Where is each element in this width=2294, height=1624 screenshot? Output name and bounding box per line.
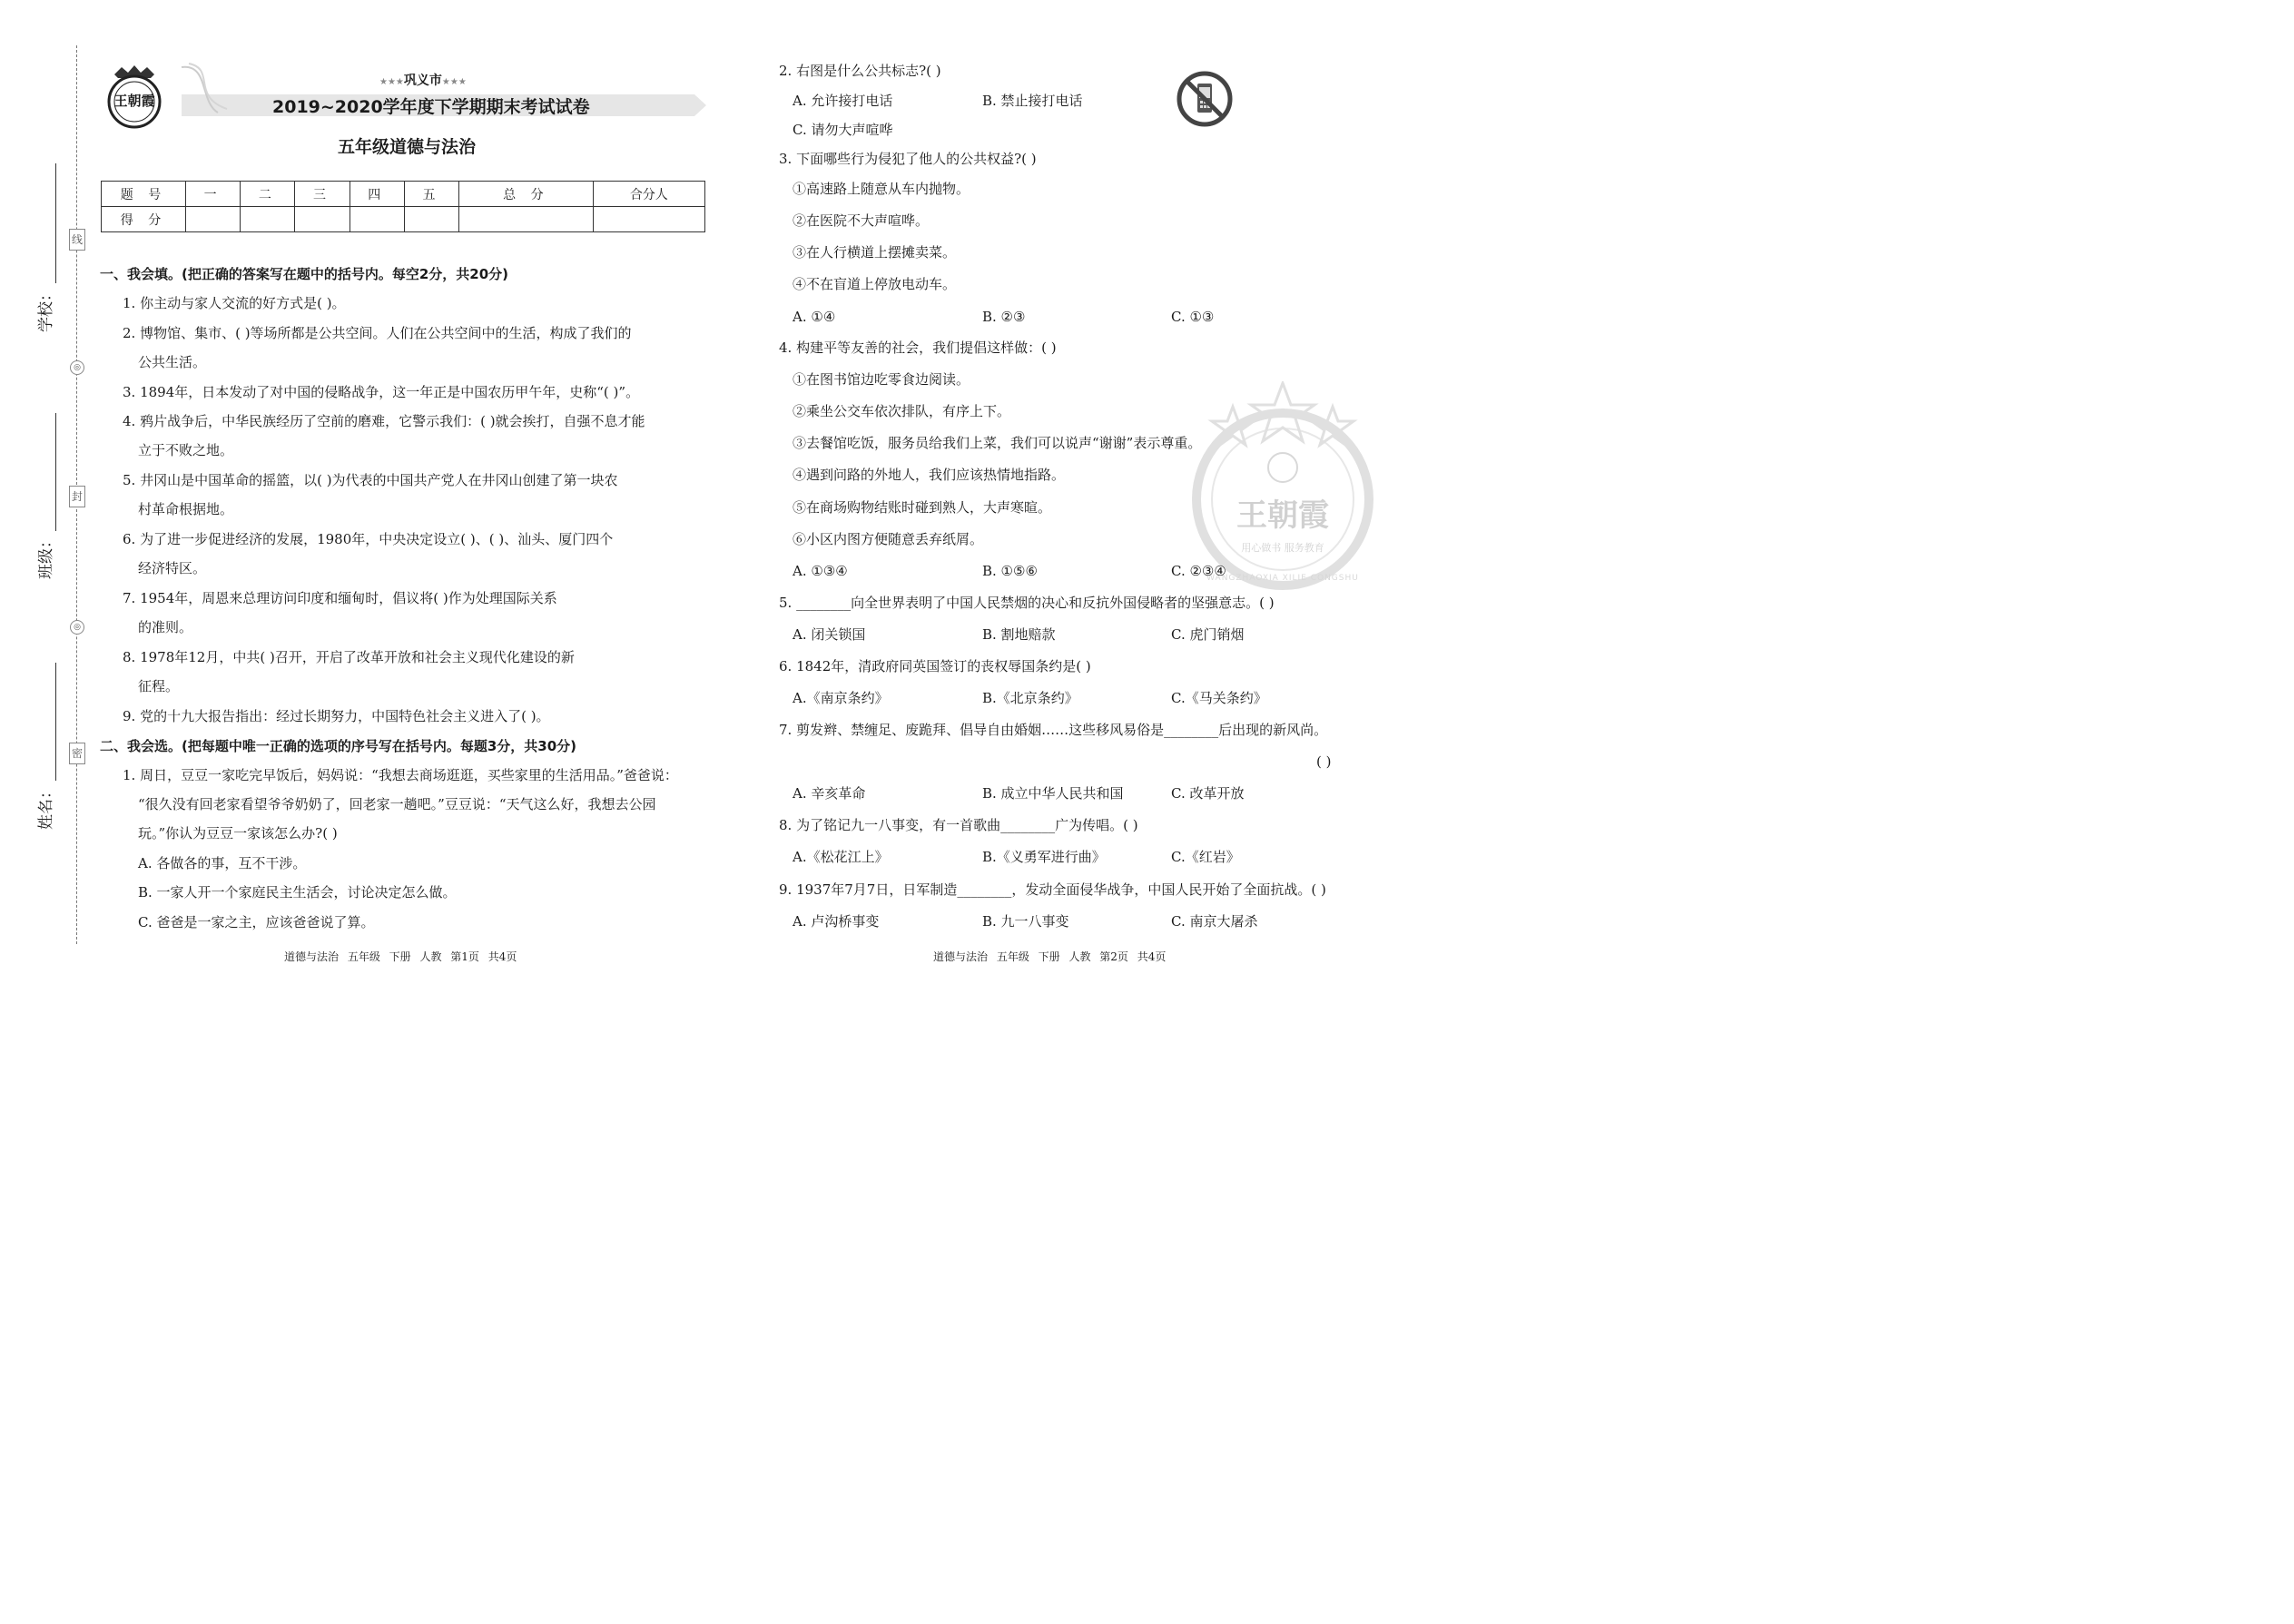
footer-left: 道德与法治 五年级 下册 人教 第1页 共4页 xyxy=(284,950,517,963)
q6-option-a: A.《南京条约》 xyxy=(793,690,889,706)
q4-item: ①在图书馆边吃零食边阅读。 xyxy=(793,371,970,388)
fill-question-5: 5. 井冈山是中国革命的摇篮，以( )为代表的中国共产党人在井冈山创建了第一块农 xyxy=(123,472,618,488)
choice-question-8: 8. 为了铭记九一八事变，有一首歌曲________广为传唱。( ) xyxy=(779,817,1138,833)
fill-question-7: 7. 1954年，周恩来总理访问印度和缅甸时，倡议将( )作为处理国际关系 xyxy=(123,590,557,606)
watermark-ring-text: WANGZHAOXIA XILIE CONGSHU xyxy=(1206,574,1359,583)
q8-option-a: A.《松花江上》 xyxy=(793,849,889,865)
choice-option-c: C. 爸爸是一家之主，应该爸爸说了算。 xyxy=(138,914,375,930)
name-label: 姓名： xyxy=(37,783,55,830)
q3-item: ②在医院不大声喧哗。 xyxy=(793,212,930,229)
subject-title: 五年级道德与法治 xyxy=(338,137,477,157)
bind-mark-feng: 封 xyxy=(69,486,85,507)
choice-question-1-cont: “很久没有回老家看望爷爷奶奶了，回老家一趟吧。”豆豆说：“天气这么好，我想去公园 xyxy=(138,796,656,812)
q7-option-c: C. 改革开放 xyxy=(1171,785,1245,802)
choice-question-6: 6. 1842年，清政府同英国签订的丧权辱国条约是( ) xyxy=(779,658,1091,674)
q3-item: ①高速路上随意从车内抛物。 xyxy=(793,181,970,197)
q2-option-b: B. 禁止接打电话 xyxy=(982,93,1083,109)
star-icon: ★★★ xyxy=(441,77,467,87)
bind-mark-mi: 密 xyxy=(69,743,85,764)
score-header-cell: 合分人 xyxy=(593,182,704,207)
score-row-label: 得 分 xyxy=(102,207,186,232)
q3-option-a: A. ①④ xyxy=(793,309,836,325)
class-label: 班级： xyxy=(37,533,55,579)
fill-question-5-cont: 村革命根据地。 xyxy=(138,501,234,517)
watermark-slogan: 用心做书 服务教育 xyxy=(1241,542,1324,554)
fill-question-6-cont: 经济特区。 xyxy=(138,560,207,576)
binding-hole-icon: ◎ xyxy=(70,620,84,635)
q4-item: ②乘坐公交车依次排队，有序上下。 xyxy=(793,403,1011,419)
q6-option-b: B.《北京条约》 xyxy=(982,690,1078,706)
q4-item: ④遇到问路的外地人，我们应该热情地指路。 xyxy=(793,467,1066,483)
footer-right: 道德与法治 五年级 下册 人教 第2页 共4页 xyxy=(933,950,1167,963)
publisher-logo xyxy=(102,64,167,129)
school-fill-line[interactable] xyxy=(55,163,56,283)
choice-question-5: 5. ________向全世界表明了中国人民禁烟的决心和反抗外国侵略者的坚强意志。( ) xyxy=(779,595,1275,611)
fill-question-7-cont: 的准则。 xyxy=(138,619,193,635)
score-cell[interactable] xyxy=(350,207,404,232)
q4-option-a: A. ①③④ xyxy=(793,563,848,579)
exam-title: 2019~2020学年度下学期期末考试试卷 xyxy=(272,97,590,117)
fill-question-4-cont: 立于不败之地。 xyxy=(138,442,234,458)
score-table-score-row xyxy=(102,207,705,232)
q4-item: ⑤在商场购物结账时碰到熟人，大声寒暄。 xyxy=(793,499,1052,516)
q7-answer-paren[interactable]: ( ) xyxy=(1316,753,1332,770)
score-cell[interactable] xyxy=(186,207,241,232)
choice-question-1: 1. 周日，豆豆一家吃完早饭后，妈妈说：“我想去商场逛逛，买些家里的生活用品。”爸爸说： xyxy=(123,767,678,783)
q5-option-a: A. 闭关锁国 xyxy=(793,626,866,643)
no-phone-sign-icon xyxy=(1177,71,1233,127)
q7-option-a: A. 辛亥革命 xyxy=(793,785,866,802)
q9-option-a: A. 卢沟桥事变 xyxy=(793,913,880,930)
fill-question-6: 6. 为了进一步促进经济的发展，1980年，中央决定设立( )、( )、汕头、厦门四个 xyxy=(123,531,614,547)
bind-mark-xian: 线 xyxy=(69,229,85,251)
score-table xyxy=(101,181,705,232)
score-header-cell: 题 号 xyxy=(102,182,186,207)
q3-item: ④不在盲道上停放电动车。 xyxy=(793,276,957,292)
score-header-cell: 总 分 xyxy=(459,182,594,207)
score-header-cell: 五 xyxy=(404,182,458,207)
choice-question-3: 3. 下面哪些行为侵犯了他人的公共权益?( ) xyxy=(779,151,1037,167)
school-label: 学校： xyxy=(37,286,55,332)
fill-question-3: 3. 1894年，日本发动了对中国的侵略战争，这一年正是中国农历甲午年，史称“( )”。 xyxy=(123,384,640,400)
logo-text: 王朝霞 xyxy=(113,93,155,109)
q8-option-c: C.《红岩》 xyxy=(1171,849,1240,865)
score-header-cell: 三 xyxy=(295,182,350,207)
q8-option-b: B.《义勇军进行曲》 xyxy=(982,849,1106,865)
q4-item: ⑥小区内图方便随意丢弃纸屑。 xyxy=(793,531,984,547)
fill-question-1: 1. 你主动与家人交流的好方式是( )。 xyxy=(123,295,346,311)
choice-question-4: 4. 构建平等友善的社会，我们提倡这样做：( ) xyxy=(779,340,1057,356)
fill-question-8-cont: 征程。 xyxy=(138,678,180,694)
star-icon: ★★★ xyxy=(379,77,404,87)
q3-option-b: B. ②③ xyxy=(982,309,1026,325)
q3-item: ③在人行横道上摆摊卖菜。 xyxy=(793,244,957,261)
q5-option-b: B. 割地赔款 xyxy=(982,626,1056,643)
score-header-cell: 一 xyxy=(186,182,241,207)
score-cell[interactable] xyxy=(241,207,295,232)
q9-option-c: C. 南京大屠杀 xyxy=(1171,913,1258,930)
score-cell[interactable] xyxy=(404,207,458,232)
q6-option-c: C.《马关条约》 xyxy=(1171,690,1267,706)
fill-question-8: 8. 1978年12月，中共( )召开，开启了改革开放和社会主义现代化建设的新 xyxy=(123,649,575,665)
binding-hole-icon: ◎ xyxy=(70,360,84,375)
score-cell[interactable] xyxy=(593,207,704,232)
class-fill-line[interactable] xyxy=(55,413,56,531)
watermark-name: 王朝霞 xyxy=(1236,497,1329,534)
q3-option-c: C. ①③ xyxy=(1171,309,1215,325)
fill-question-2: 2. 博物馆、集市、( )等场所都是公共空间。人们在公共空间中的生活，构成了我们的 xyxy=(123,325,632,341)
score-cell[interactable] xyxy=(459,207,594,232)
choice-question-7: 7. 剪发辫、禁缠足、废跪拜、倡导自由婚姻……这些移风易俗是________后出现的新风尚。 xyxy=(779,722,1328,738)
q4-option-b: B. ①⑤⑥ xyxy=(982,563,1038,579)
fill-question-4: 4. 鸦片战争后，中华民族经历了空前的磨难，它警示我们：( )就会挨打，自强不息才能 xyxy=(123,413,645,429)
q9-option-b: B. 九一八事变 xyxy=(982,913,1069,930)
q7-option-b: B. 成立中华人民共和国 xyxy=(982,785,1124,802)
choice-question-1-cont: 玩。”你认为豆豆一家该怎么办?( ) xyxy=(138,825,338,842)
section1-title: 一、我会填。(把正确的答案写在题中的括号内。每空2分，共20分) xyxy=(100,266,509,282)
q4-option-c: C. ②③④ xyxy=(1171,563,1226,579)
choice-question-9: 9. 1937年7月7日，日军制造________，发动全面侵华战争，中国人民开始了全面抗战。( ) xyxy=(779,881,1326,898)
name-fill-line[interactable] xyxy=(55,663,56,781)
q2-option-a: A. 允许接打电话 xyxy=(793,93,893,109)
q4-item: ③去餐馆吃饭，服务员给我们上菜，我们可以说声“谢谢”表示尊重。 xyxy=(793,435,1202,451)
city-title: ★★★巩义市★★★ xyxy=(379,74,467,88)
choice-option-a: A. 各做各的事，互不干涉。 xyxy=(138,855,307,871)
q5-option-c: C. 虎门销烟 xyxy=(1171,626,1245,643)
watermark-seal xyxy=(1178,381,1387,590)
q2-option-c: C. 请勿大声喧哗 xyxy=(793,122,893,138)
score-header-cell: 四 xyxy=(350,182,404,207)
choice-question-2: 2. 右图是什么公共标志?( ) xyxy=(779,63,941,79)
score-table-header-row xyxy=(102,182,705,207)
fill-question-9: 9. 党的十九大报告指出：经过长期努力，中国特色社会主义进入了( )。 xyxy=(123,708,550,724)
fill-question-2-cont: 公共生活。 xyxy=(138,354,207,370)
section2-title: 二、我会选。(把每题中唯一正确的选项的序号写在括号内。每题3分，共30分) xyxy=(100,738,577,754)
score-cell[interactable] xyxy=(295,207,350,232)
choice-option-b: B. 一家人开一个家庭民主生活会，讨论决定怎么做。 xyxy=(138,884,457,901)
score-header-cell: 二 xyxy=(241,182,295,207)
